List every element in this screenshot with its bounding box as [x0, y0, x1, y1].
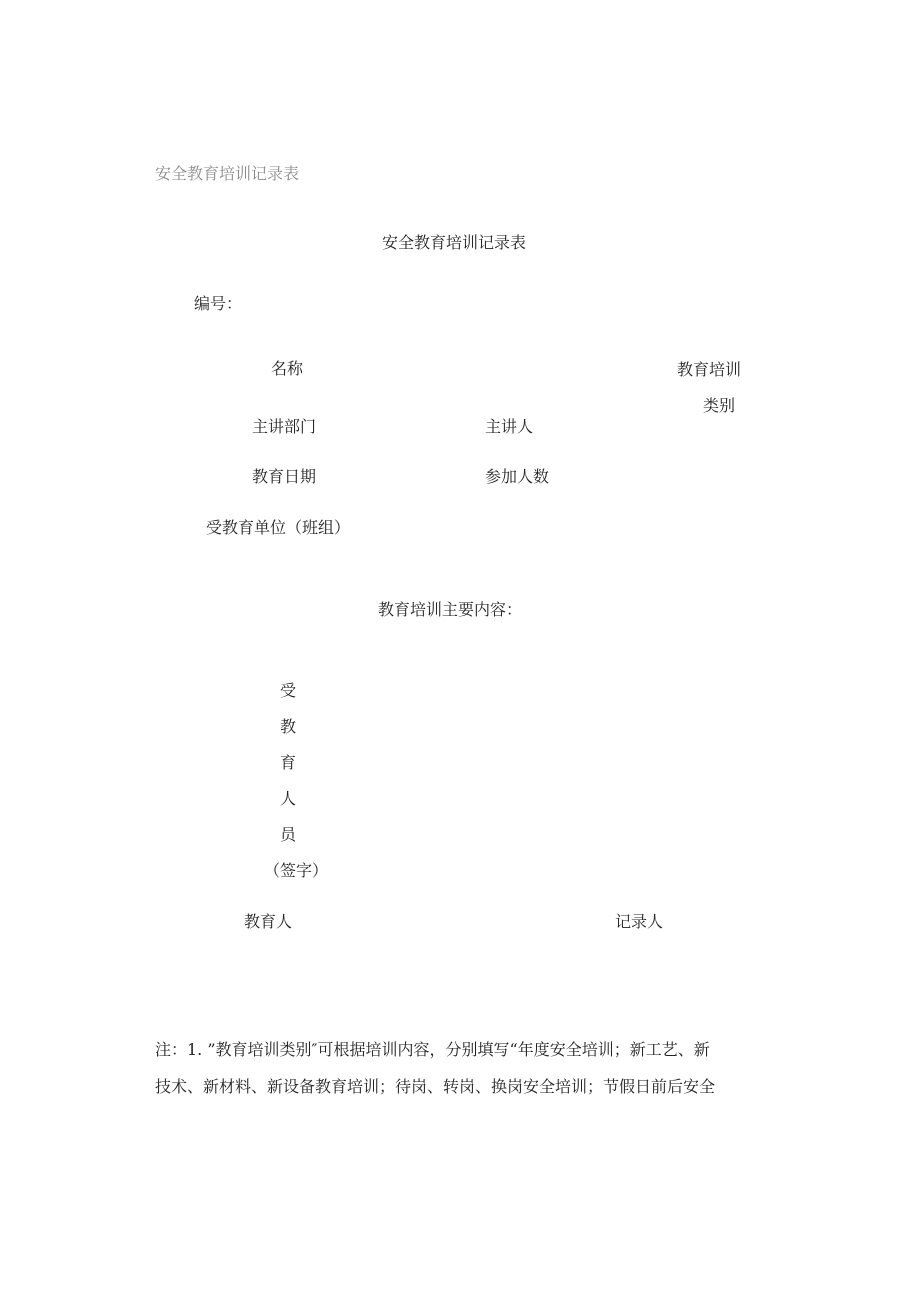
number-label: 编号： [194, 294, 243, 313]
trainee-sign-label [278, 681, 298, 861]
note-block [155, 1031, 765, 1105]
dept-label: 主讲部门 [252, 417, 317, 436]
unit-label: 受教育单位（班组） [206, 518, 351, 537]
lecturer-label: 主讲人 [485, 417, 534, 436]
note-line-2: 技术、新材料、新设备教育培训；待岗、转岗、换岗安全培训；节假日前后安全 [155, 1077, 716, 1096]
note-line-1: 注：1. ”教育培训类别″可根据培训内容，分别填写“年度安全培训；新工艺、新 [155, 1040, 710, 1059]
trainee-sign-char: 育 [279, 753, 296, 772]
name-label: 名称 [271, 359, 304, 378]
trainee-sign-char: 人 [279, 789, 296, 808]
recorder-label: 记录人 [615, 912, 664, 931]
form-title: 安全教育培训记录表 [381, 233, 526, 252]
category-label-line2: 类别 [703, 396, 736, 415]
page-header-title: 安全教育培训记录表 [155, 164, 300, 183]
content-label: 教育培训主要内容： [378, 600, 523, 619]
trainee-sign-char: 受 [279, 681, 296, 700]
date-label: 教育日期 [252, 467, 317, 486]
trainee-sign-char: 教 [279, 717, 296, 736]
trainee-sign-char: 员 [279, 825, 296, 844]
category-label-line1: 教育培训 [677, 360, 742, 379]
educator-label: 教育人 [244, 912, 293, 931]
trainee-sign-suffix: （签字） [264, 861, 329, 880]
attendees-label: 参加人数 [485, 467, 550, 486]
